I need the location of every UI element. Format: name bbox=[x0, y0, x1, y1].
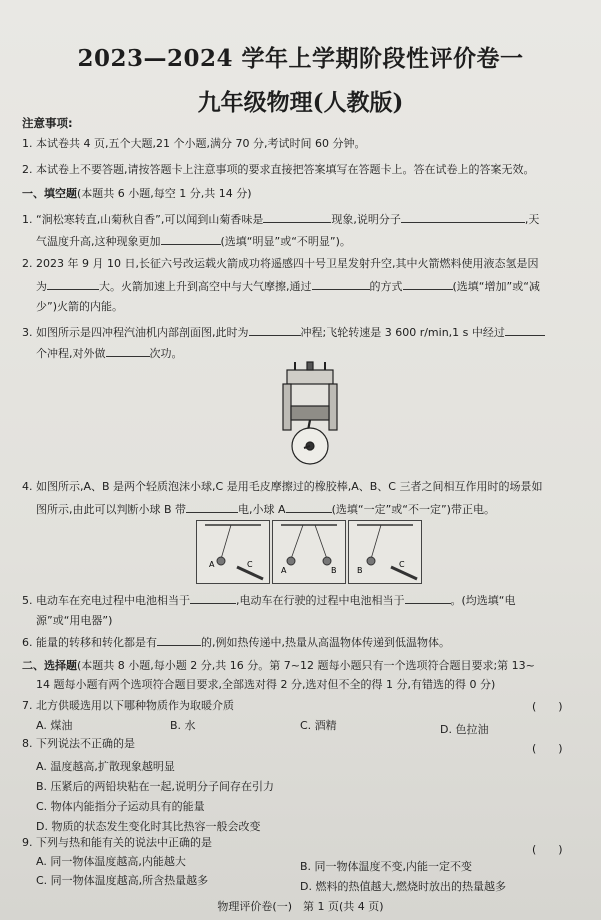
answer-blank bbox=[161, 234, 221, 245]
section2-desc: (本题共 8 小题,每小题 2 分,共 16 分。第 7~12 题每小题只有一个选项符合题目要求;第 13~ bbox=[77, 659, 535, 672]
engine-cross-section-figure bbox=[265, 360, 355, 470]
answer-blank bbox=[263, 212, 331, 223]
figure-panel-b-c bbox=[348, 520, 422, 584]
question-9: 9. 下列与热和能有关的说法中正确的是 bbox=[22, 836, 212, 849]
option-9c: C. 同一物体温度越高,所含热量越多 bbox=[36, 874, 209, 887]
option-8b: B. 压紧后的两铅块粘在一起,说明分子间存在引力 bbox=[36, 780, 275, 793]
notice-heading: 注意事项: bbox=[22, 116, 73, 130]
section1-desc: (本题共 6 小题,每空 1 分,共 14 分) bbox=[77, 187, 252, 200]
label-c: C bbox=[247, 560, 253, 569]
answer-parenthesis: ( ) bbox=[532, 843, 563, 856]
question-5-line2: 源”或“用电器”) bbox=[36, 614, 113, 627]
figure-panel-a-b bbox=[272, 520, 346, 584]
answer-blank bbox=[403, 279, 453, 290]
exam-subtitle: 九年级物理(人教版) bbox=[197, 89, 404, 116]
label-c: C bbox=[399, 560, 405, 569]
option-8d: D. 物质的状态发生变化时其比热容一般会改变 bbox=[36, 820, 261, 833]
option-9b: B. 同一物体温度不变,内能一定不变 bbox=[300, 860, 473, 873]
answer-blank bbox=[190, 593, 236, 604]
answer-blank bbox=[405, 593, 451, 604]
option-8c: C. 物体内能指分子运动具有的能量 bbox=[36, 800, 205, 813]
exam-title: 2023—2024 学年上学期阶段性评价卷一 bbox=[77, 45, 524, 72]
section2-header bbox=[22, 659, 535, 673]
notice-item-2: 2. 本试卷上不要答题,请按答题卡上注意事项的要求直接把答案填写在答题卡上。答在试卷上的答案无效。 bbox=[22, 163, 535, 176]
question-1-line2: 气温度升高,这种现象更加 (选填“明显”或“不明显”)。 bbox=[36, 235, 351, 248]
question-5-line1: 5. 电动车在充电过程中电池相当于 ,电动车在行驶的过程中电池相当于 。(均选填“电 bbox=[22, 594, 516, 607]
answer-blank bbox=[106, 346, 150, 357]
option-7c: C. 酒精 bbox=[300, 719, 337, 732]
question-8: 8. 下列说法不正确的是 bbox=[22, 737, 135, 750]
answer-blank bbox=[249, 325, 301, 336]
option-7b: B. 水 bbox=[170, 719, 196, 732]
question-3-line1: 3. 如图所示是四冲程汽油机内部剖面图,此时为 冲程;飞轮转速是 3 600 r/min,1 s 中经过 bbox=[22, 325, 545, 340]
question-1-line1: 1. “涧松寒转直,山菊秋自香”,可以闻到山菊香味是 现象,说明分子 ,天 bbox=[22, 213, 540, 226]
label-a: A bbox=[281, 566, 287, 575]
page-footer: 物理评价卷(一) 第 1 页(共 4 页) bbox=[217, 900, 384, 913]
answer-blank bbox=[401, 212, 525, 223]
question-3-line2: 个冲程,对外做 次功。 bbox=[36, 347, 183, 360]
answer-blank bbox=[186, 502, 238, 513]
question-2-line2: 为 大。火箭加速上升到高空中与大气摩擦,通过 的方式 (选填“增加”或“减 bbox=[36, 280, 540, 293]
option-7d: D. 色拉油 bbox=[440, 723, 489, 736]
question-7: 7. 北方供暖选用以下哪种物质作为取暖介质 bbox=[22, 699, 234, 712]
answer-blank bbox=[157, 635, 201, 646]
label-a: A bbox=[209, 560, 215, 569]
section2-title: 二、选择题 bbox=[22, 659, 77, 672]
answer-parenthesis: ( ) bbox=[532, 742, 563, 755]
question-6: 6. 能量的转移和转化都是有 的,例如热传递中,热量从高温物体传递到低温物体。 bbox=[22, 636, 450, 649]
figure-panel-a-c bbox=[196, 520, 270, 584]
option-9d: D. 燃料的热值越大,燃烧时放出的热量越多 bbox=[300, 880, 506, 893]
answer-blank bbox=[286, 502, 332, 513]
answer-blank bbox=[47, 279, 99, 290]
label-b: B bbox=[357, 566, 363, 575]
question-4-line1: 4. 如图所示,A、B 是两个轻质泡沫小球,C 是用毛皮摩擦过的橡胶棒,A、B、C 三者之间相互作用时的场景如 bbox=[22, 480, 543, 493]
section2-desc-line2: 14 题每小题有两个选项符合题目要求,全部选对得 2 分,选对但不全的得 1 分,有错选的得 0 分) bbox=[36, 678, 496, 691]
notice-item-1: 1. 本试卷共 4 页,五个大题,21 个小题,满分 70 分,考试时间 60 分钟。 bbox=[22, 137, 366, 150]
answer-parenthesis: ( ) bbox=[532, 700, 563, 713]
section1-title: 一、填空题 bbox=[22, 187, 77, 200]
option-8a: A. 温度越高,扩散现象越明显 bbox=[36, 760, 175, 773]
label-b: B bbox=[331, 566, 337, 575]
question-2-line1: 2. 2023 年 9 月 10 日,长征六号改运载火箭成功将遥感四十号卫星发射升空,其中火箭燃料使用液态氢是因 bbox=[22, 257, 539, 270]
option-9a: A. 同一物体温度越高,内能越大 bbox=[36, 855, 186, 868]
answer-blank bbox=[312, 279, 370, 290]
question-4-line2: 图所示,由此可以判断小球 B 带 电,小球 A (选填“一定”或“不一定”)带正电。 bbox=[36, 503, 495, 516]
section1-header bbox=[22, 187, 252, 201]
question-2-line3: 少”)火箭的内能。 bbox=[36, 300, 123, 313]
option-7a: A. 煤油 bbox=[36, 719, 73, 732]
answer-blank bbox=[505, 325, 545, 336]
